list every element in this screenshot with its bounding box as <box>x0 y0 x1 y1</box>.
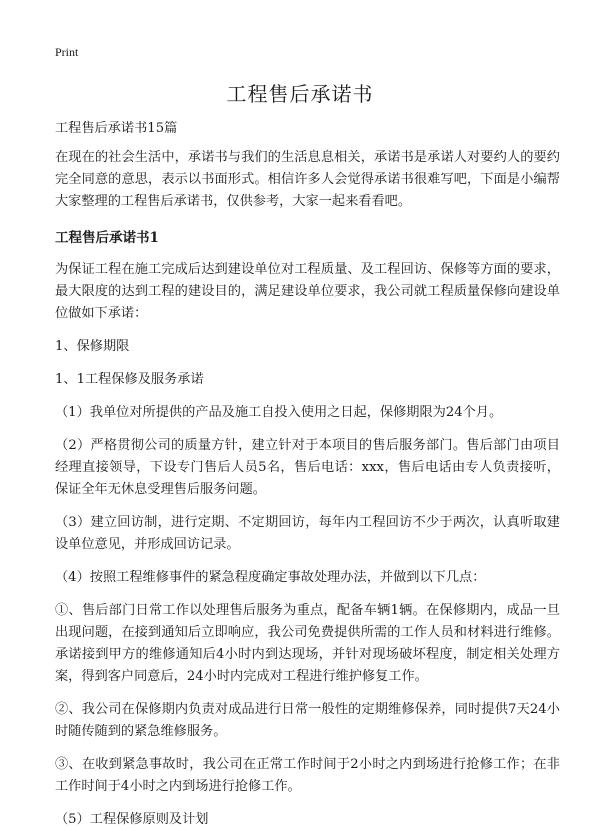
document-body <box>55 118 560 831</box>
list-item: ②、我公司在保修期内负责对成品进行日常一般性的定期维修保养，同时提供7天24小时随传随到的紧急维修服务。 <box>55 702 560 739</box>
document-subtitle: 工程售后承诺书15篇 <box>55 121 178 136</box>
list-item: ①、售后部门日常工作以处理售后服务为重点，配备车辆1辆。在保修期内，成品一旦出现问题，在接到通知后立即响应，我公司免费提供所需的工作人员和材料进行维修。承诺接到甲方的维修通知后4小时内到达现场，并针对现场破坏程度，制定相关处理方案，得到客户同意后，24小时内完成对工程进行维护修复工作。 <box>55 603 560 684</box>
document-title: 工程售后承诺书 <box>226 82 374 106</box>
list-item: （3）建立回访制，进行定期、不定期回访，每年内工程回访不少于两次，认真听取建设单位意见，并形成回访记录。 <box>55 515 560 552</box>
section-heading: 工程售后承诺书1 <box>55 230 159 246</box>
section-intro-paragraph: 为保证工程在施工完成后达到建设单位对工程质量、及工程回访、保修等方面的要求，最大限度的达到工程的建设目的，满足建设单位要求，我公司就工程质量保修向建设单位做如下承诺： <box>55 262 560 321</box>
list-item: ③、在收到紧急事故时，我公司在正常工作时间于2小时之内到场进行抢修工作；在非工作时间于4小时之内到场进行抢修工作。 <box>55 757 560 794</box>
list-item: （1）我单位对所提供的产品及施工自投入使用之日起，保修期限为24个月。 <box>55 405 503 420</box>
list-item: （2）严格贯彻公司的质量方针，建立针对于本项目的售后服务部门。售后部门由项目经理直接领导，下设专门售后人员5名，售后电话：xxx，售后电话由专人负责接听，保证全年无休息受理售后服务问题。 <box>55 438 560 497</box>
intro-paragraph: 在现在的社会生活中，承诺书与我们的生活息息相关，承诺书是承诺人对要约人的要约完全同意的意思，表示以书面形式。相信许多人会觉得承诺书很难写吧，下面是小编帮大家整理的工程售后承诺书，仅供参考，大家一起来看看吧。 <box>55 150 560 209</box>
list-item: 1、1工程保修及服务承诺 <box>55 372 204 387</box>
print-label: Print <box>55 45 79 59</box>
list-item: 1、保修期限 <box>55 339 130 354</box>
list-item: （5）工程保修原则及计划 <box>55 812 209 827</box>
list-item: （4）按照工程维修事件的紧急程度确定事故处理办法，并做到以下几点： <box>55 570 486 585</box>
